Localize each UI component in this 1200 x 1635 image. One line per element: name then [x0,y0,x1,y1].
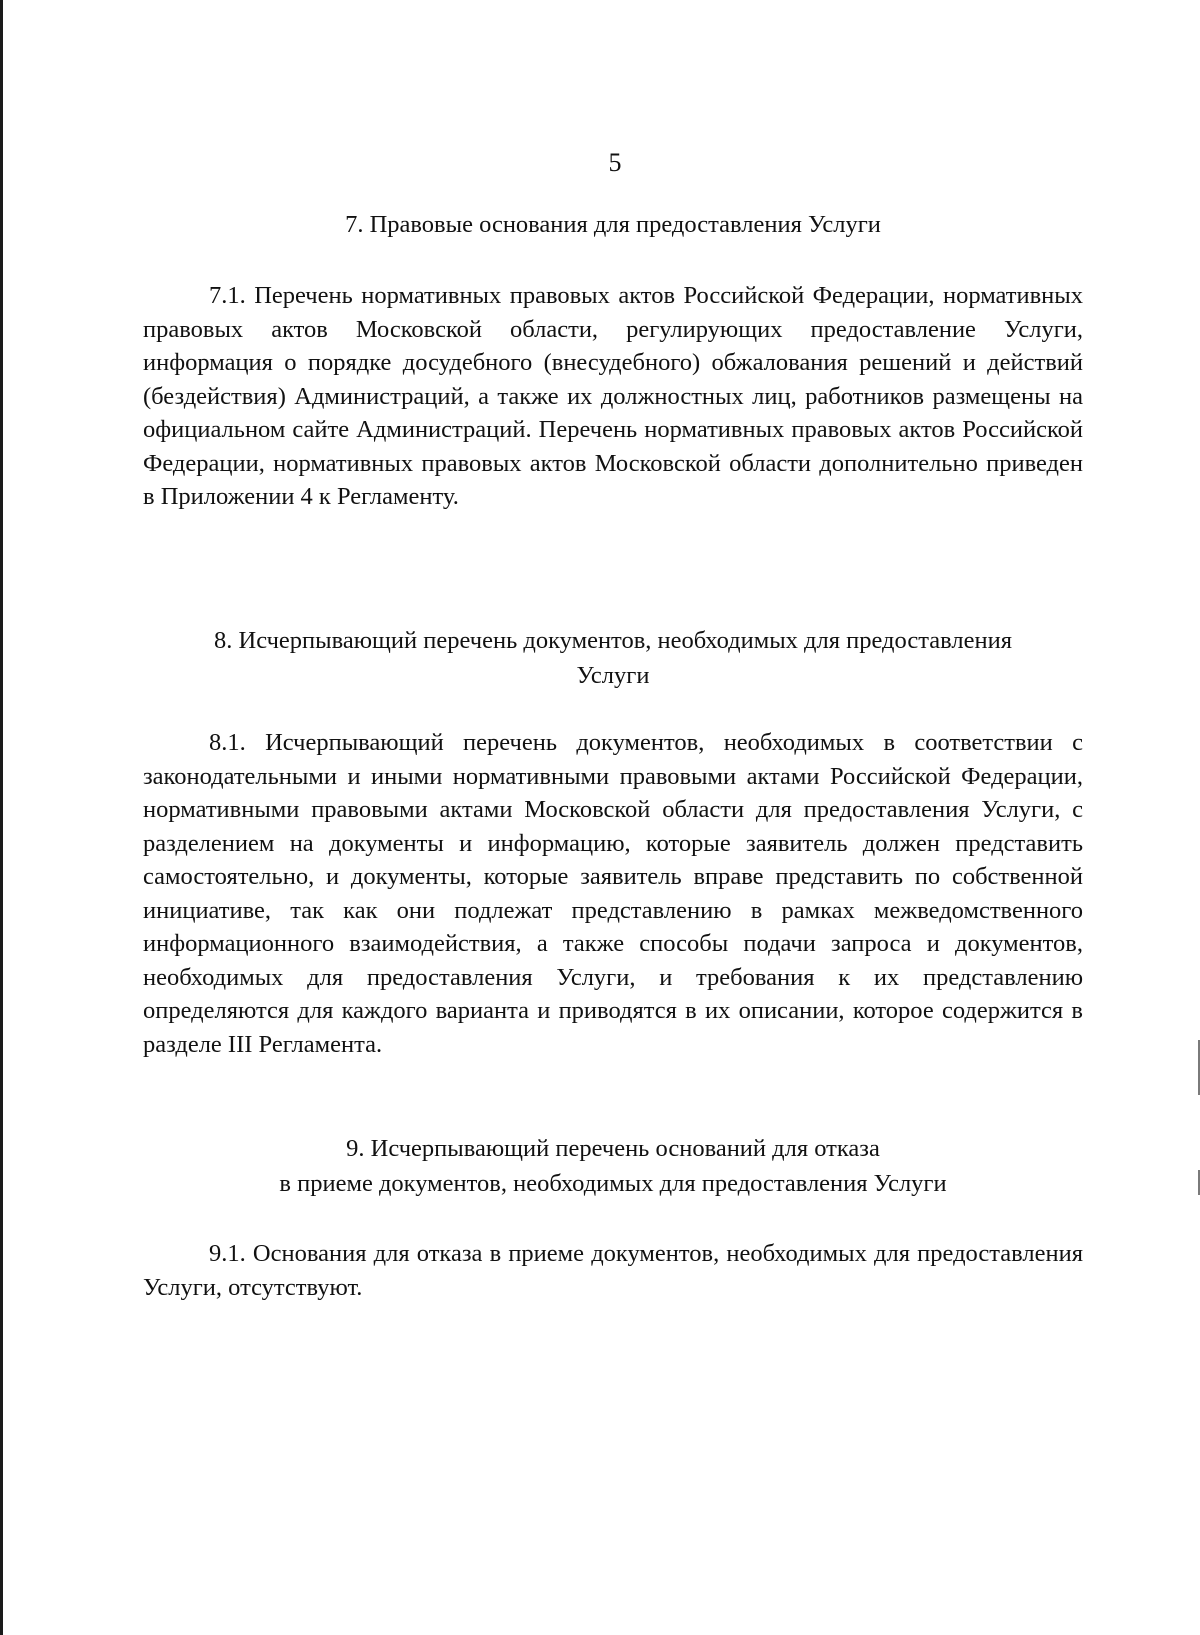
scan-edge-left [0,0,3,1635]
section-8-heading-line-2: Услуги [576,662,650,689]
section-9-heading-line-1: 9. Исчерпывающий перечень оснований для отказа [346,1135,880,1162]
section-9-heading [143,1131,1083,1201]
section-8-paragraph: 8.1. Исчерпывающий перечень документов, необходимых в соответствии с законодательными и иными нормативными правовыми актами Российской Федерации, нормативными правовыми актами Московской области для предоставления Услуги, с разделением на документы и информацию, которые заявитель должен представить самостоятельно, и документы, которые заявитель вправе представить по собственной инициативе, так как они подлежат представлению в рамках межведомственного информационного взаимодействия, а также способы подачи запроса и документов, необходимых для предоставления Услуги, и требования к их представлению определяются для каждого варианта и приводятся в их описании, которое содержится в разделе III Регламента. [143,729,1083,1058]
section-9-paragraph: 9.1. Основания для отказа в приеме документов, необходимых для предоставления Услуги, отсутствуют. [143,1240,1083,1301]
section-8-heading [143,623,1083,693]
section-7-heading: 7. Правовые основания для предоставления Услуги [345,211,881,238]
section-7-paragraph: 7.1. Перечень нормативных правовых актов Российской Федерации, нормативных правовых актов Московской области, регулирующих предоставление Услуги, информация о порядке досудебного (внесудебного) обжалования решений и действий (бездействия) Администраций, а также их должностных лиц, работников размещены на официальном сайте Администраций. Перечень нормативных правовых актов Российской Федерации, нормативных правовых актов Московской области дополнительно приведен в Приложении 4 к Регламенту. [143,282,1083,510]
page-number: 5 [608,148,622,177]
section-9-heading-line-2: в приеме документов, необходимых для предоставления Услуги [279,1170,947,1197]
section-8-heading-line-1: 8. Исчерпывающий перечень документов, необходимых для предоставления [214,627,1012,654]
